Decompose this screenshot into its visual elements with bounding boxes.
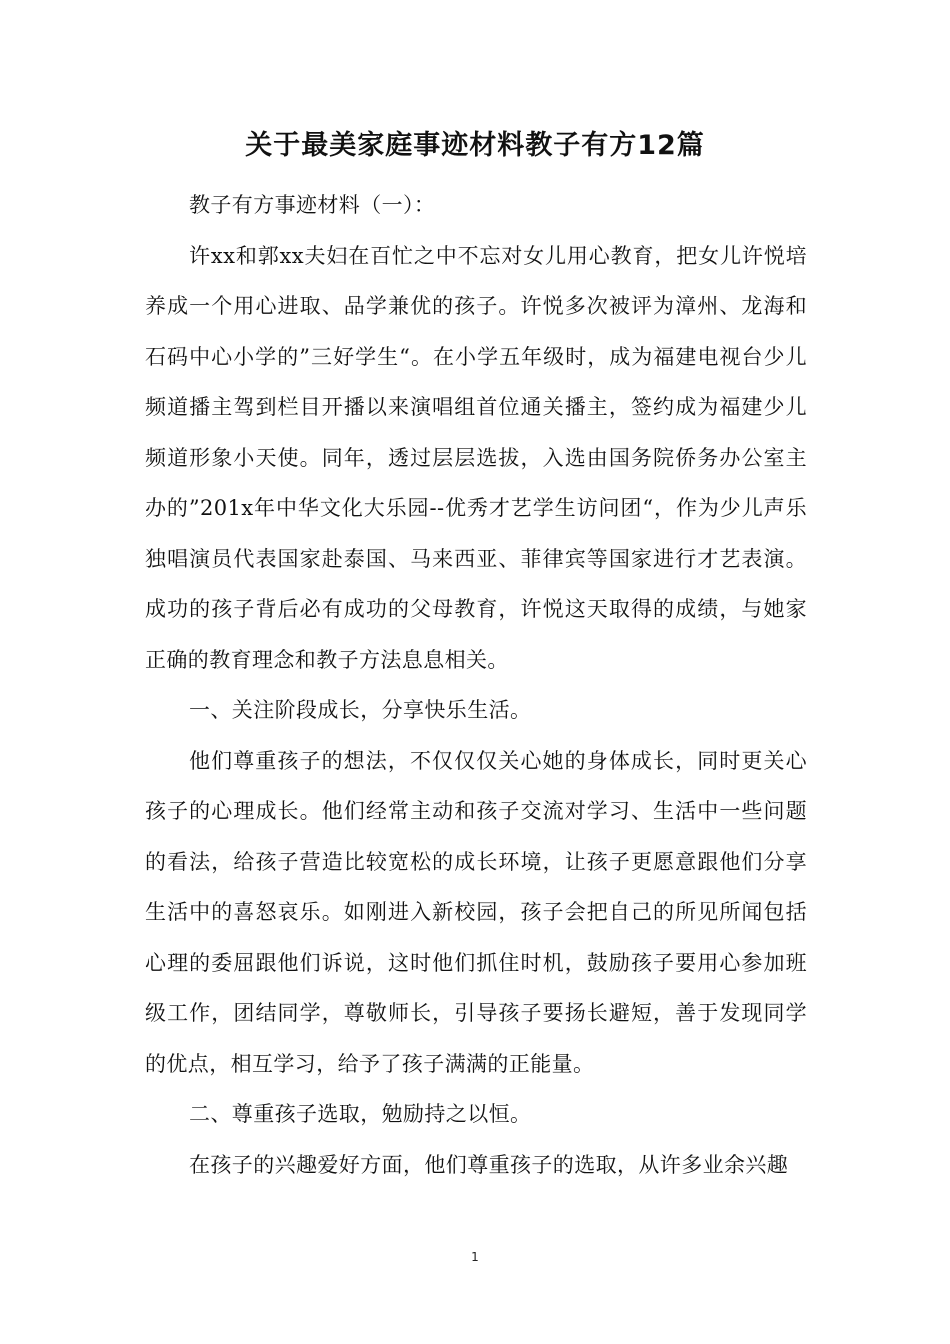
body-paragraph: 他们尊重孩子的想法，不仅仅仅关心她的身体成长，同时更关心孩子的心理成长。他们经常主动和孩子交流对学习、生活中一些问题的看法，给孩子营造比较宽松的成长环境，让孩子更愿意跟他们分享生活中的喜怒哀乐。如刚进入新校园，孩子会把自己的所见所闻包括心理的委屈跟他们诉说，这时他们抓住时机，鼓励孩子要用心参加班级工作，团结同学，尊敬师长，引导孩子要扬长避短，善于发现同学的优点，相互学习，给予了孩子满满的正能量。 (145, 748, 807, 1076)
body-paragraph: 在孩子的兴趣爱好方面，他们尊重孩子的选取，从许多业余兴趣 (189, 1152, 789, 1177)
body-paragraph: 许xx和郭xx夫妇在百忙之中不忘对女儿用心教育，把女儿许悦培养成一个用心进取、品学兼优的孩子。许悦多次被评为漳州、龙海和石码中心小学的”三好学生“。在小学五年级时，成为福建电视台少儿频道播主驾到栏目开播以来演唱组首位通关播主，签约成为福建少儿频道形象小天使。同年，透过层层选拔，入选由国务院侨务办公室主办的”201x年中华文化大乐园--优秀才艺学生访问团“，作为少儿声乐独唱演员代表国家赴泰国、马来西亚、菲律宾等国家进行才艺表演。成功的孩子背后必有成功的父母教育，许悦这天取得的成绩，与她家正确的教育理念和教子方法息息相关。 (145, 243, 807, 672)
document-title: 关于最美家庭事迹材料教子有方12篇 (245, 130, 705, 161)
document-body (145, 180, 807, 1190)
section-heading: 教子有方事迹材料（一）： (189, 193, 436, 217)
section-heading: 一、关注阶段成长，分享快乐生活。 (189, 698, 532, 722)
section-heading: 二、尊重孩子选取，勉励持之以恒。 (189, 1102, 532, 1126)
page-number: 1 (471, 1250, 479, 1264)
